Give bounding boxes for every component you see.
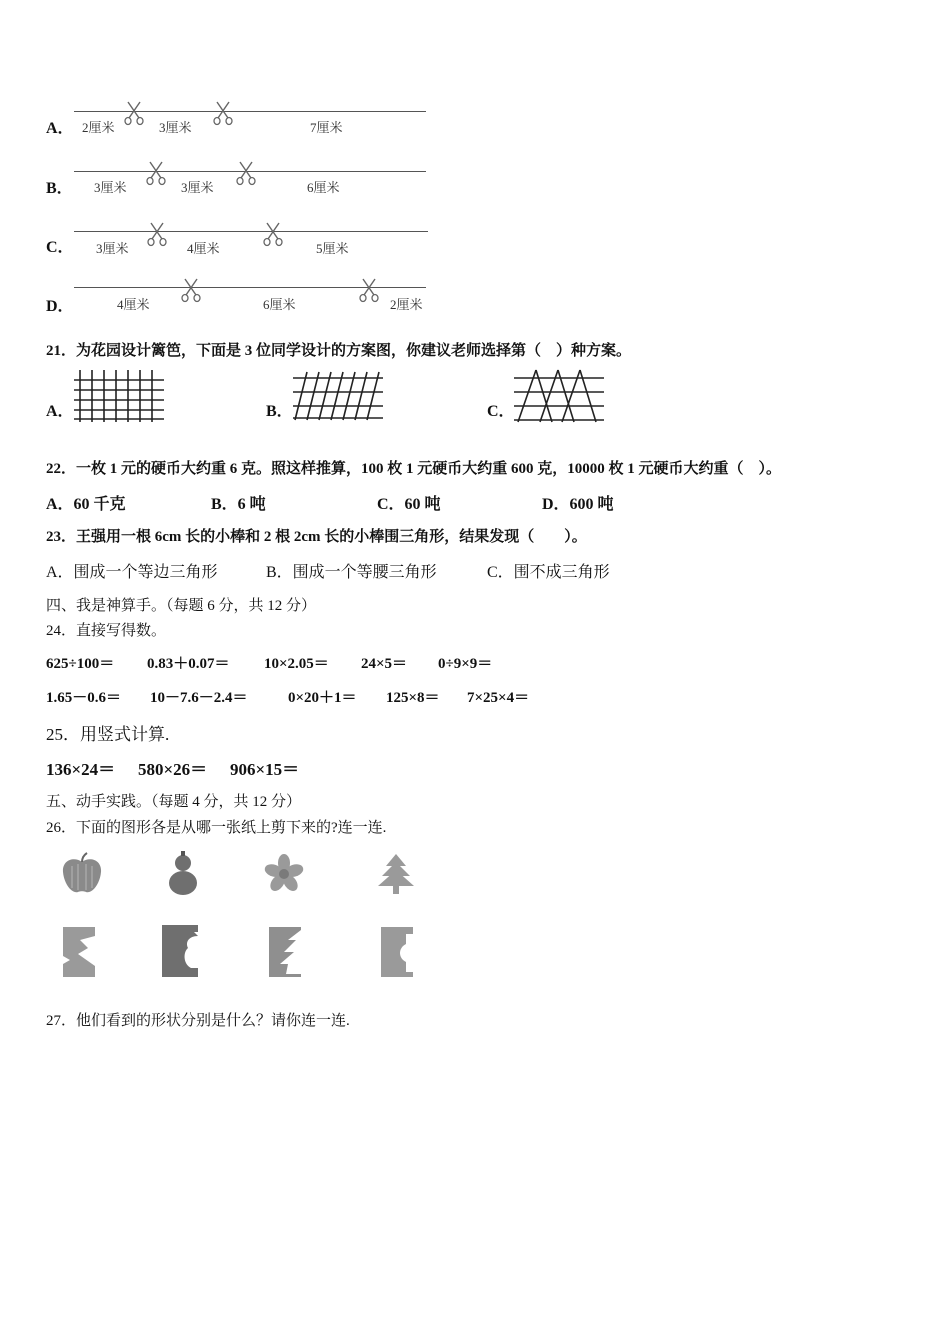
question-23: 23．王强用一根 6cm 长的小棒和 2 根 2cm 长的小棒围三角形，结果发现（ ）。 [46,529,587,545]
paper-sheet-3 [268,926,302,978]
calc-item: 0÷9×9＝ [438,656,493,672]
scissors-icon [262,221,284,247]
option-label: D． [46,298,74,315]
calc-item: 0.83＋0.07＝ [147,656,230,672]
question-26: 26．下面的图形各是从哪一张纸上剪下来的?连一连. [46,820,387,836]
question-21: 21．为花园设计篱笆，下面是 3 位同学设计的方案图，你建议老师选择第（ ）种方案。 [46,343,632,359]
vertical-calc-item: 580×26＝ [138,760,208,779]
flower-icon [262,852,306,896]
calc-item: 625÷100＝ [46,656,115,672]
fence-grid-a [74,368,166,424]
option-label: B． [46,180,73,197]
calc-item: 1.65－0.6＝ [46,690,122,706]
segment-length: 3厘米 [181,180,214,195]
segment-length: 6厘米 [307,180,340,195]
calc-item: 0×20＋1＝ [288,690,357,706]
scissors-icon [180,277,202,303]
q23-option-c: C．围不成三角形 [487,564,610,581]
segment-length: 3厘米 [159,120,192,135]
q23-option-b: B．围成一个等腰三角形 [266,564,437,581]
scissors-icon [146,221,168,247]
segment-length: 4厘米 [187,241,220,256]
paper-sheet-2 [161,924,199,978]
segment-length: 4厘米 [117,297,150,312]
scissors-icon [358,277,380,303]
rope-line [74,231,428,232]
scissors-icon [123,100,145,126]
calc-item: 24×5＝ [361,656,408,672]
segment-length: 6厘米 [263,297,296,312]
q22-option-d: D．600 吨 [542,496,614,513]
q22-option-a: A．60 千克 [46,496,126,513]
segment-length: 3厘米 [96,241,129,256]
section-4-heading: 四、我是神算手。（每题 6 分，共 12 分） [46,598,317,614]
q21-option-a-label: A． [46,403,74,420]
q22-option-c: C．60 吨 [377,496,441,513]
segment-length: 7厘米 [310,120,343,135]
calc-item: 7×25×4＝ [467,690,530,706]
option-label: C． [46,239,74,256]
question-24: 24．直接写得数。 [46,623,167,639]
calc-item: 10×2.05＝ [264,656,329,672]
q23-option-a: A．围成一个等边三角形 [46,564,218,581]
scissors-icon [235,160,257,186]
question-22: 22．一枚 1 元的硬币大约重 6 克。照这样推算，100 枚 1 元硬币大约重 600 克，10000 枚 1 元硬币大约重（ ）。 [46,461,782,477]
q21-option-b-label: B． [266,403,293,420]
apple-icon [60,852,104,896]
pine-tree-icon [376,852,416,896]
fence-slant-b [293,370,385,422]
fence-cross-c [514,368,606,424]
vertical-calc-item: 136×24＝ [46,760,116,779]
vertical-calc-item: 906×15＝ [230,760,300,779]
segment-length: 3厘米 [94,180,127,195]
question-25: 25．用竖式计算. [46,725,170,744]
calc-item: 10－7.6－2.4＝ [150,690,248,706]
q22-option-b: B．6 吨 [211,496,266,513]
segment-length: 2厘米 [82,120,115,135]
calc-item: 125×8＝ [386,690,440,706]
segment-length: 5厘米 [316,241,349,256]
gourd-icon [163,850,203,896]
paper-sheet-1 [62,926,96,978]
scissors-icon [145,160,167,186]
question-27: 27．他们看到的形状分别是什么？请你连一连. [46,1013,350,1029]
segment-length: 2厘米 [390,297,423,312]
option-label: A． [46,120,74,137]
paper-sheet-4 [380,926,414,978]
scissors-icon [212,100,234,126]
q21-option-c-label: C． [487,403,515,420]
section-5-heading: 五、动手实践。（每题 4 分，共 12 分） [46,794,302,810]
